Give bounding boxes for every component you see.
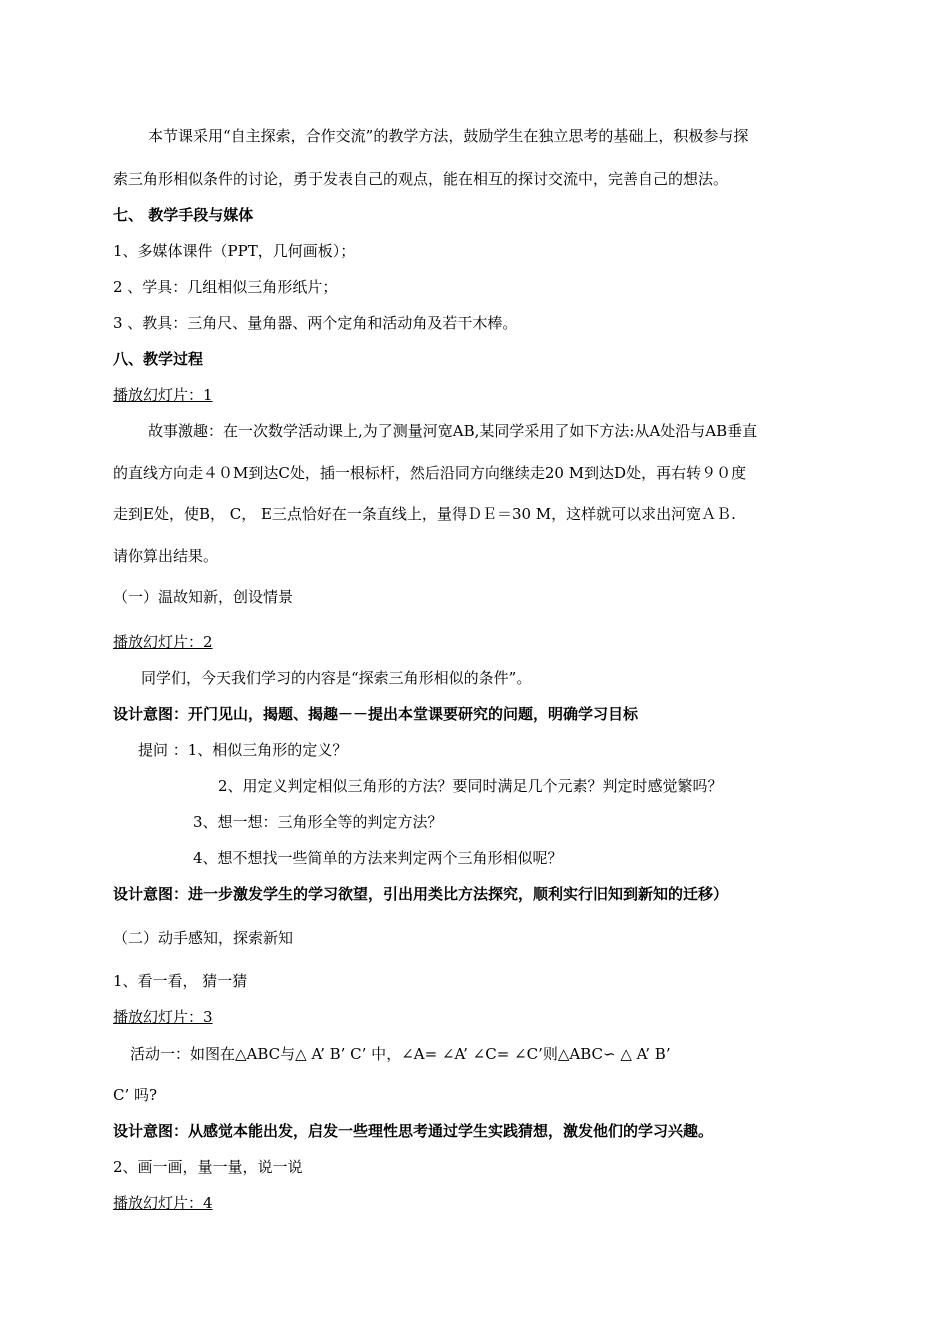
question-2: 2、用定义判定相似三角形的方法？要同时满足几个元素？判定时感觉繁吗？	[218, 777, 723, 795]
part-1-heading: （一）温故知新，创设情景	[113, 588, 294, 606]
draw-measure: 2、画一画，量一量，说一说	[113, 1158, 303, 1176]
slide-3-label: 播放幻灯片：3	[113, 1008, 213, 1026]
media-item-3: 3 、教具：三角尺、量角器、两个定角和活动角及若干木棒。	[113, 314, 518, 332]
design-intent-2: 设计意图：进一步激发学生的学习欲望，引出用类比方法探究，顺利实行旧知到新知的迁移）	[113, 885, 729, 903]
story-line-1: 故事激趣：在一次数学活动课上,为了测量河宽AB,某同学采用了如下方法:从A处沿与AB垂直	[148, 422, 758, 440]
media-item-1: 1、多媒体课件（PPT，几何画板）；	[113, 242, 356, 260]
activity-1-line-1: 活动一：如图在△ABC与△ A’ B’ C’ 中，∠A= ∠A’ ∠C= ∠C’则△ABC∽ △ A’ B’	[130, 1045, 671, 1063]
part-2-heading: （二）动手感知，探索新知	[113, 929, 294, 947]
slide-1-label: 播放幻灯片：1	[113, 386, 213, 404]
media-item-2: 2 、学具：几组相似三角形纸片；	[113, 278, 338, 296]
today-topic: 同学们，今天我们学习的内容是“探索三角形相似的条件”。	[141, 669, 532, 687]
slide-4-label: 播放幻灯片：4	[113, 1194, 213, 1212]
activity-1-line-2: C’ 吗?	[113, 1086, 158, 1104]
question-4: 4、想不想找一些简单的方法来判定两个三角形相似呢？	[193, 849, 563, 867]
question-3: 3、想一想：三角形全等的判定方法？	[193, 813, 443, 831]
intro-line-2: 索三角形相似条件的讨论，勇于发表自己的观点，能在相互的探讨交流中，完善自己的想法。	[113, 170, 729, 188]
slide-2-label: 播放幻灯片：2	[113, 633, 213, 651]
story-line-3: 走到E处，使B， C， E三点恰好在一条直线上，量得ＤＥ＝30 M，这样就可以求出河宽ＡＢ.	[113, 505, 736, 523]
section-7-heading: 七、 教学手段与媒体	[113, 206, 254, 224]
story-line-2: 的直线方向走４０M到达C处，插一根标杆，然后沿同方向继续走20 M到达D处，再右转９０度	[113, 464, 747, 482]
question-1: 提问 ：1、相似三角形的定义？	[138, 741, 348, 759]
design-intent-3: 设计意图：从感觉本能出发，启发一些理性思考通过学生实践猜想，激发他们的学习兴趣。	[113, 1122, 714, 1140]
intro-line-1: 本节课采用“自主探索，合作交流”的教学方法，鼓励学生在独立思考的基础上，积极参与探	[148, 127, 749, 145]
look-guess: 1、看一看， 猜一猜	[113, 972, 248, 990]
section-8-heading: 八、教学过程	[113, 350, 204, 368]
story-line-4: 请你算出结果。	[113, 547, 219, 565]
design-intent-1: 设计意图：开门见山，揭题、揭趣－－提出本堂课要研究的问题，明确学习目标	[113, 705, 639, 723]
